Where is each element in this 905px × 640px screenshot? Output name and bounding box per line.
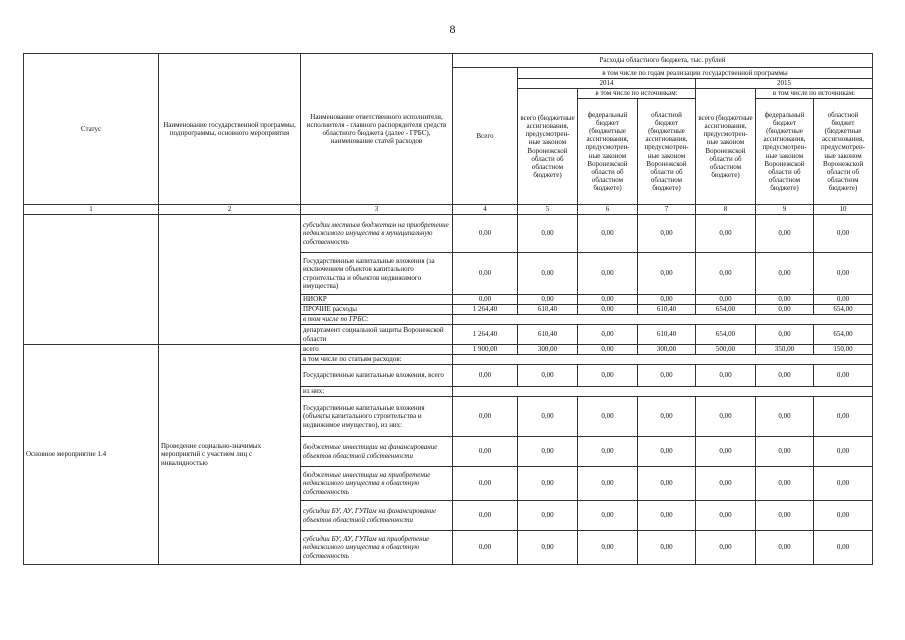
expense-label: ПРОЧИЕ расходы [301, 305, 453, 315]
col-number: 7 [638, 205, 696, 215]
value-cell: 610,40 [518, 305, 578, 315]
col-number: 10 [814, 205, 873, 215]
expense-label: департамент социальной защиты Воронежской области [301, 325, 453, 345]
value-cell: 0,00 [638, 365, 696, 387]
value-cell: 0,00 [518, 253, 578, 295]
value-cell: 0,00 [696, 531, 756, 565]
value-cell: 1 264,40 [453, 325, 518, 345]
value-cell: 0,00 [814, 437, 873, 467]
program-cell-empty [159, 215, 301, 345]
col-number: 3 [301, 205, 453, 215]
value-cell: 500,00 [696, 345, 756, 355]
value-cell: 0,00 [578, 295, 638, 305]
value-cell: 300,00 [518, 345, 578, 355]
value-cell: 0,00 [756, 365, 814, 387]
value-cell: 350,00 [756, 345, 814, 355]
program-cell: Проведение социально-значимых мероприятий с участием лиц с инвалидностью [159, 345, 301, 565]
col-number: 9 [756, 205, 814, 215]
value-cell: 610,40 [638, 305, 696, 315]
value-cell: 0,00 [696, 437, 756, 467]
header-total: Всего [453, 68, 518, 205]
value-cell: 0,00 [518, 437, 578, 467]
header-by-years: в том числе по годам реализации государственной программы [518, 68, 873, 79]
empty-values [453, 387, 873, 397]
value-cell: 150,00 [814, 345, 873, 355]
value-cell: 0,00 [518, 397, 578, 437]
header-year-2015: 2015 [696, 79, 873, 89]
value-cell: 0,00 [696, 501, 756, 531]
header-2014-federal: федеральный бюджет (бюджетные ассигнования, предусмотрен-ные законом Воронежской области об областном бюджете) [578, 99, 638, 205]
value-cell: 300,00 [638, 345, 696, 355]
value-cell: 0,00 [518, 501, 578, 531]
expense-label: Государственные капитальные вложения (объекты капитального строительства и недвижимое имущество), из них: [301, 397, 453, 437]
value-cell: 0,00 [638, 215, 696, 253]
value-cell: 0,00 [638, 295, 696, 305]
expense-label: НИОКР [301, 295, 453, 305]
empty-values [453, 315, 873, 325]
value-cell: 0,00 [696, 215, 756, 253]
value-cell: 0,00 [518, 365, 578, 387]
value-cell: 0,00 [756, 531, 814, 565]
page-number: 8 [449, 22, 456, 36]
expense-label: в том числе по статьям расходов: [301, 355, 453, 365]
value-cell: 0,00 [453, 467, 518, 501]
value-cell: 0,00 [453, 215, 518, 253]
value-cell: 0,00 [638, 253, 696, 295]
value-cell: 0,00 [696, 467, 756, 501]
value-cell: 0,00 [578, 437, 638, 467]
col-number: 8 [696, 205, 756, 215]
empty-values [453, 355, 873, 365]
header-program: Наименование государственной программы, подпрограммы, основного мероприятия [159, 54, 301, 205]
expense-label: субсидии БУ, АУ, ГУПам на приобретение недвижимого имущества в областную собственность [301, 531, 453, 565]
value-cell: 0,00 [696, 295, 756, 305]
value-cell: 654,00 [696, 325, 756, 345]
value-cell: 0,00 [518, 467, 578, 501]
col-number: 1 [24, 205, 159, 215]
value-cell: 0,00 [578, 531, 638, 565]
value-cell: 0,00 [453, 253, 518, 295]
value-cell: 0,00 [814, 531, 873, 565]
value-cell: 0,00 [756, 467, 814, 501]
header-status: Статус [24, 54, 159, 205]
expense-label: всего [301, 345, 453, 355]
value-cell: 0,00 [578, 365, 638, 387]
value-cell: 0,00 [638, 397, 696, 437]
value-cell: 0,00 [756, 305, 814, 315]
expense-label: Государственные капитальные вложения, всего [301, 365, 453, 387]
value-cell: 654,00 [696, 305, 756, 315]
expense-label: бюджетные инвестиции на приобретение недвижимого имущества в областную собственность [301, 467, 453, 501]
value-cell: 0,00 [756, 437, 814, 467]
header-executor: Наименование ответственного исполнителя, исполнителя - главного распорядителя средств областного бюджета (далее - ГРБС), наименование статей расходов [301, 54, 453, 205]
value-cell: 0,00 [814, 215, 873, 253]
expense-label: субсидии БУ, АУ, ГУПам на финансирование объектов областной собственности [301, 501, 453, 531]
value-cell: 0,00 [814, 253, 873, 295]
value-cell: 0,00 [453, 365, 518, 387]
value-cell: 0,00 [814, 467, 873, 501]
header-2015-sources: в том числе по источникам: [756, 89, 873, 99]
budget-table [23, 53, 873, 565]
value-cell: 0,00 [518, 215, 578, 253]
value-cell: 0,00 [814, 397, 873, 437]
value-cell: 0,00 [578, 501, 638, 531]
status-cell: Основное мероприятие 1.4 [24, 345, 159, 565]
value-cell: 0,00 [638, 437, 696, 467]
value-cell: 0,00 [814, 501, 873, 531]
value-cell: 0,00 [814, 365, 873, 387]
value-cell: 0,00 [638, 531, 696, 565]
col-number: 4 [453, 205, 518, 215]
expense-label: субсидии местным бюджетам на приобретение недвижимого имущества в муниципальную собственность [301, 215, 453, 253]
value-cell: 0,00 [756, 253, 814, 295]
expense-label: из них: [301, 387, 453, 397]
value-cell: 0,00 [518, 295, 578, 305]
value-cell: 654,00 [814, 305, 873, 315]
value-cell: 0,00 [756, 397, 814, 437]
value-cell: 0,00 [453, 501, 518, 531]
value-cell: 0,00 [518, 531, 578, 565]
value-cell: 1 900,00 [453, 345, 518, 355]
value-cell: 610,40 [518, 325, 578, 345]
value-cell: 0,00 [638, 467, 696, 501]
value-cell: 0,00 [578, 325, 638, 345]
col-number: 5 [518, 205, 578, 215]
header-year-2014: 2014 [518, 79, 696, 89]
value-cell: 0,00 [453, 531, 518, 565]
value-cell: 0,00 [814, 295, 873, 305]
value-cell: 0,00 [756, 295, 814, 305]
header-2014-all: всего (бюджетные ассигнования, предусмотрен-ные законом Воронежской области об областном бюджете) [518, 89, 578, 205]
header-2014-regional: областной бюджет (бюджетные ассигнования, предусмотрен-ные законом Воронежской области об областном бюджете) [638, 99, 696, 205]
value-cell: 0,00 [453, 397, 518, 437]
value-cell: 0,00 [453, 295, 518, 305]
status-cell-empty [24, 215, 159, 345]
value-cell: 0,00 [578, 397, 638, 437]
value-cell: 0,00 [578, 305, 638, 315]
header-2015-all: всего (бюджетные ассигнования, предусмотрен-ные законом Воронежской области об областном бюджете) [696, 89, 756, 205]
value-cell: 0,00 [756, 325, 814, 345]
value-cell: 654,00 [814, 325, 873, 345]
expense-label: в том числе по ГРБС: [301, 315, 453, 325]
value-cell: 610,40 [638, 325, 696, 345]
value-cell: 1 264,40 [453, 305, 518, 315]
expense-label: бюджетные инвестиции на финансирование объектов областной собственности [301, 437, 453, 467]
value-cell: 0,00 [696, 365, 756, 387]
value-cell: 0,00 [696, 397, 756, 437]
header-2015-federal: федеральный бюджет (бюджетные ассигнования, предусмотрен-ные законом Воронежской области об областном бюджете) [756, 99, 814, 205]
header-expenses-title: Расходы областного бюджета, тыс. рублей [453, 54, 873, 68]
value-cell: 0,00 [696, 253, 756, 295]
value-cell: 0,00 [578, 215, 638, 253]
value-cell: 0,00 [578, 253, 638, 295]
header-2014-sources: в том числе по источникам: [578, 89, 696, 99]
col-number: 2 [159, 205, 301, 215]
value-cell: 0,00 [578, 467, 638, 501]
col-number: 6 [578, 205, 638, 215]
value-cell: 0,00 [638, 501, 696, 531]
expense-label: Государственные капитальные вложения (за исключением объектов капитального строительства и объектов недвижимого имущества) [301, 253, 453, 295]
value-cell: 0,00 [756, 501, 814, 531]
value-cell: 0,00 [453, 437, 518, 467]
value-cell: 0,00 [578, 345, 638, 355]
value-cell: 0,00 [756, 215, 814, 253]
header-2015-regional: областной бюджет (бюджетные ассигнования, предусмотрен-ные законом Воронежской области об областном бюджете) [814, 99, 873, 205]
